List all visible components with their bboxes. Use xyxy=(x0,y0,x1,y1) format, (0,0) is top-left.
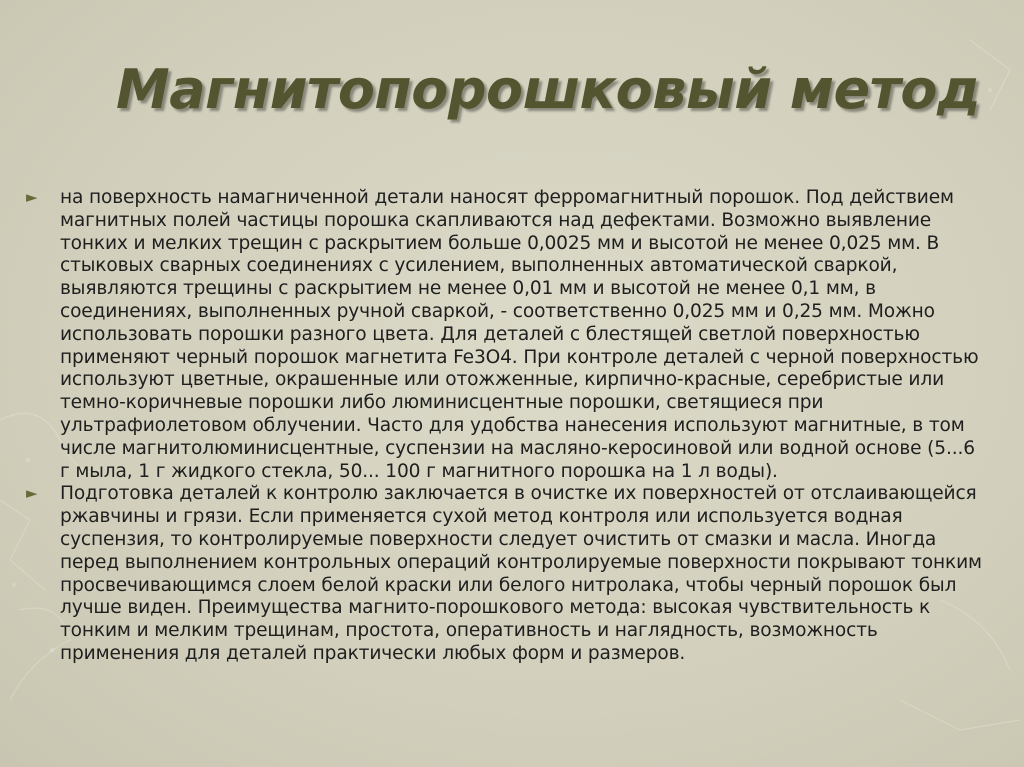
bullet-list xyxy=(26,187,986,666)
bullet-text: Подготовка деталей к контролю заключается в очистке их поверхностей от отслаивающейся ржавчины и грязи. Если применяется сухой метод контроля или используется водная суспензия, то контролируемые поверхности следует очистить от смазки и масла. Иногда перед выполнением контрольных операций контролируемые поверхности покрывают тонким просвечивающимся слоем белой краски или белого нитролака, чтобы черный порошок был лучше виден. Преимущества магнито-порошкового метода: высокая чувствительность к тонким и мелким трещинам, простота, оперативность и наглядность, возможность применения для деталей практически любых форм и размеров. xyxy=(60,483,982,664)
bullet-text: на поверхность намагниченной детали наносят ферромагнитный порошок. Под действием магнитных полей частицы порошка скапливаются над дефектами. Возможно выявление тонких и мелких трещин с раскрытием больше 0,0025 мм и высотой не менее 0,025 мм. В стыковых сварных соединениях с усилением, выполненных автоматической сваркой, выявляются трещины с раскрытием не менее 0,01 мм и высотой не менее 0,1 мм, в соединениях, выполненных ручной сваркой, - соответственно 0,025 мм и 0,25 мм. Можно использовать порошки разного цвета. Для деталей с блестящей светлой поверхностью применяют черный порошок магнетита Fe3O4. При контроле деталей с черной поверхностью используют цветные, окрашенные или отожженные, кирпично-красные, серебристые или темно-коричневые порошки либо люминисцентные порошки, светящиеся при ультрафиолетовом облучении. Часто для удобства нанесения используют магнитные, в том числе магнитолюминисцентные, суспензии на масляно-керосиновой или водной основе (5...6 г мыла, 1 г жидкого стекла, 50... 100 г магнитного порошка на 1 л воды). xyxy=(60,187,979,482)
triangle-right-icon: ► xyxy=(26,188,38,206)
triangle-right-icon: ► xyxy=(26,484,38,503)
list-item xyxy=(26,187,986,483)
list-item xyxy=(26,483,986,665)
slide-title: Магнитопорошковый метод xyxy=(116,58,981,121)
